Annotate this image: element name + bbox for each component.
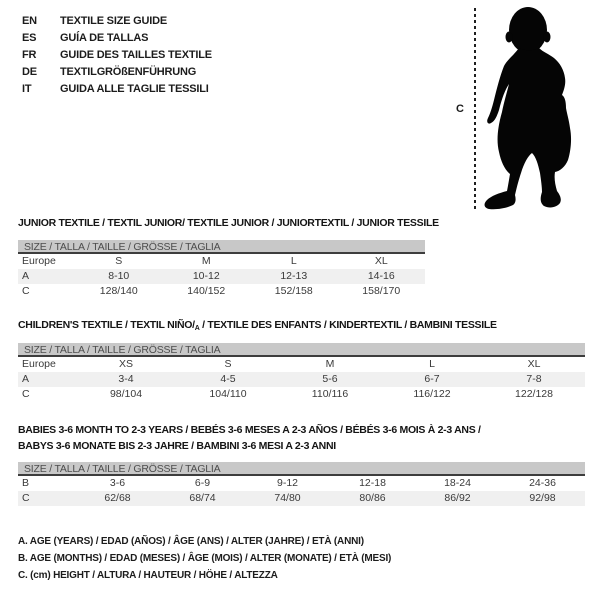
table-cell: 158/170: [362, 285, 401, 297]
language-row-it: [22, 80, 212, 97]
table-row: [18, 357, 585, 372]
children-size-table: [18, 343, 585, 402]
table-cell: 92/98: [529, 492, 556, 504]
height-figure: [440, 0, 600, 220]
table-cell: M: [201, 255, 211, 267]
table-cell: 98/104: [109, 388, 143, 400]
row-label: Europe: [22, 255, 56, 267]
table-cell: 8-10: [108, 270, 130, 282]
children-title-post: / TEXTILE DES ENFANTS / KINDERTEXTIL / BAMBINI TESSILE: [199, 319, 497, 331]
table-cell: 9-12: [276, 477, 298, 489]
footnote-b: B. AGE (MONTHS) / EDAD (MESES) / ÂGE (MOIS) / ALTER (MONATE) / ETÀ (MESI): [18, 553, 392, 564]
table-cell: M: [325, 358, 335, 370]
height-measure-label: C: [456, 103, 464, 115]
table-cell: 18-24: [444, 477, 471, 489]
table-cell: 3-6: [109, 477, 126, 489]
row-label: C: [22, 388, 30, 400]
table-cell: 122/128: [515, 388, 553, 400]
language-row-en: [22, 12, 212, 29]
size-header-bar: SIZE / TALLA / TAILLE / GRÖSSE / TAGLIA: [18, 462, 585, 476]
junior-size-table: [18, 240, 425, 299]
footnote-c: C. (cm) HEIGHT / ALTURA / HAUTEUR / HÖHE / ALTEZZA: [18, 570, 278, 581]
babies-section-title-line2: [18, 440, 336, 452]
table-cell: 6-7: [424, 373, 440, 385]
table-row: [18, 284, 425, 299]
table-cell: 24-36: [529, 477, 556, 489]
language-title: GUIDE DES TAILLES TEXTILE: [60, 48, 212, 61]
table-cell: 62/68: [104, 492, 131, 504]
children-title-pre: CHILDREN'S TEXTILE / TEXTIL NIÑO/: [18, 319, 195, 331]
table-cell: 3-4: [118, 373, 134, 385]
language-code: FR: [22, 48, 37, 61]
language-code: DE: [22, 65, 37, 78]
table-cell: 68/74: [189, 492, 216, 504]
table-cell: 10-12: [192, 270, 220, 282]
table-cell: 7-8: [526, 373, 542, 385]
table-cell: 14-16: [367, 270, 395, 282]
table-cell: 110/116: [311, 388, 349, 400]
language-row-es: [22, 29, 212, 46]
table-row: [18, 387, 585, 402]
children-title-subscript: A: [194, 325, 200, 332]
babies-section-title-line1: [18, 424, 481, 436]
junior-title-text: JUNIOR TEXTILE / TEXTIL JUNIOR/ TEXTILE JUNIOR / JUNIORTEXTIL / JUNIOR TESSILE: [18, 217, 439, 229]
table-cell: 140/152: [187, 285, 226, 297]
language-title: TEXTILE SIZE GUIDE: [60, 14, 168, 27]
language-code: ES: [22, 31, 37, 44]
table-cell: 128/140: [99, 285, 138, 297]
size-header-bar: SIZE / TALLA / TAILLE / GRÖSSE / TAGLIA: [18, 240, 425, 254]
language-list: [22, 12, 212, 97]
baby-silhouette-image: [483, 0, 583, 215]
language-title: TEXTILGRÖßENFÜHRUNG: [60, 65, 197, 78]
language-code: IT: [22, 82, 32, 95]
language-row-fr: [22, 46, 212, 63]
table-cell: 6-9: [194, 477, 211, 489]
table-cell: 74/80: [274, 492, 301, 504]
language-title: GUIDA ALLE TAGLIE TESSILI: [60, 82, 209, 95]
table-cell: 152/158: [274, 285, 313, 297]
language-title: GUÍA DE TALLAS: [60, 31, 149, 44]
size-header-bar: SIZE / TALLA / TAILLE / GRÖSSE / TAGLIA: [18, 343, 585, 357]
table-cell: XL: [527, 358, 541, 370]
table-row: [18, 491, 585, 506]
height-dashed-line: [474, 8, 476, 210]
table-cell: 104/110: [209, 388, 247, 400]
table-cell: 12-18: [359, 477, 386, 489]
table-cell: 5-6: [322, 373, 338, 385]
table-cell: XL: [374, 255, 388, 267]
table-cell: L: [429, 358, 435, 370]
table-row: [18, 476, 585, 491]
table-row: [18, 269, 425, 284]
row-label: C: [22, 285, 30, 297]
table-cell: XS: [118, 358, 133, 370]
babies-size-table: [18, 462, 585, 506]
table-cell: 80/86: [359, 492, 386, 504]
table-cell: 86/92: [444, 492, 471, 504]
table-row: [18, 254, 425, 269]
language-row-de: [22, 63, 212, 80]
row-label: A: [22, 270, 30, 282]
children-section-title: [18, 319, 497, 332]
table-cell: 116/122: [413, 388, 451, 400]
table-cell: 12-13: [280, 270, 308, 282]
table-cell: L: [290, 255, 297, 267]
table-cell: 4-5: [220, 373, 236, 385]
language-code: EN: [22, 14, 37, 27]
babies-title-line2-text: BABYS 3-6 MONATE BIS 2-3 JAHRE / BAMBINI 3-6 MESI A 2-3 ANNI: [18, 440, 336, 452]
table-cell: S: [224, 358, 232, 370]
table-row: [18, 372, 585, 387]
junior-section-title: [18, 217, 439, 229]
babies-title-line1-text: BABIES 3-6 MONTH TO 2-3 YEARS / BEBÉS 3-6 MESES A 2-3 AÑOS / BÉBÉS 3-6 MOIS À 2-3 ANS /: [18, 424, 481, 436]
footnote-a: A. AGE (YEARS) / EDAD (AÑOS) / ÂGE (ANS) / ALTER (JAHRE) / ETÀ (ANNI): [18, 536, 364, 547]
row-label: B: [22, 477, 30, 489]
row-label: A: [22, 373, 30, 385]
row-label: Europe: [22, 358, 56, 370]
footnotes: [18, 533, 391, 584]
table-cell: S: [115, 255, 123, 267]
row-label: C: [22, 492, 30, 504]
